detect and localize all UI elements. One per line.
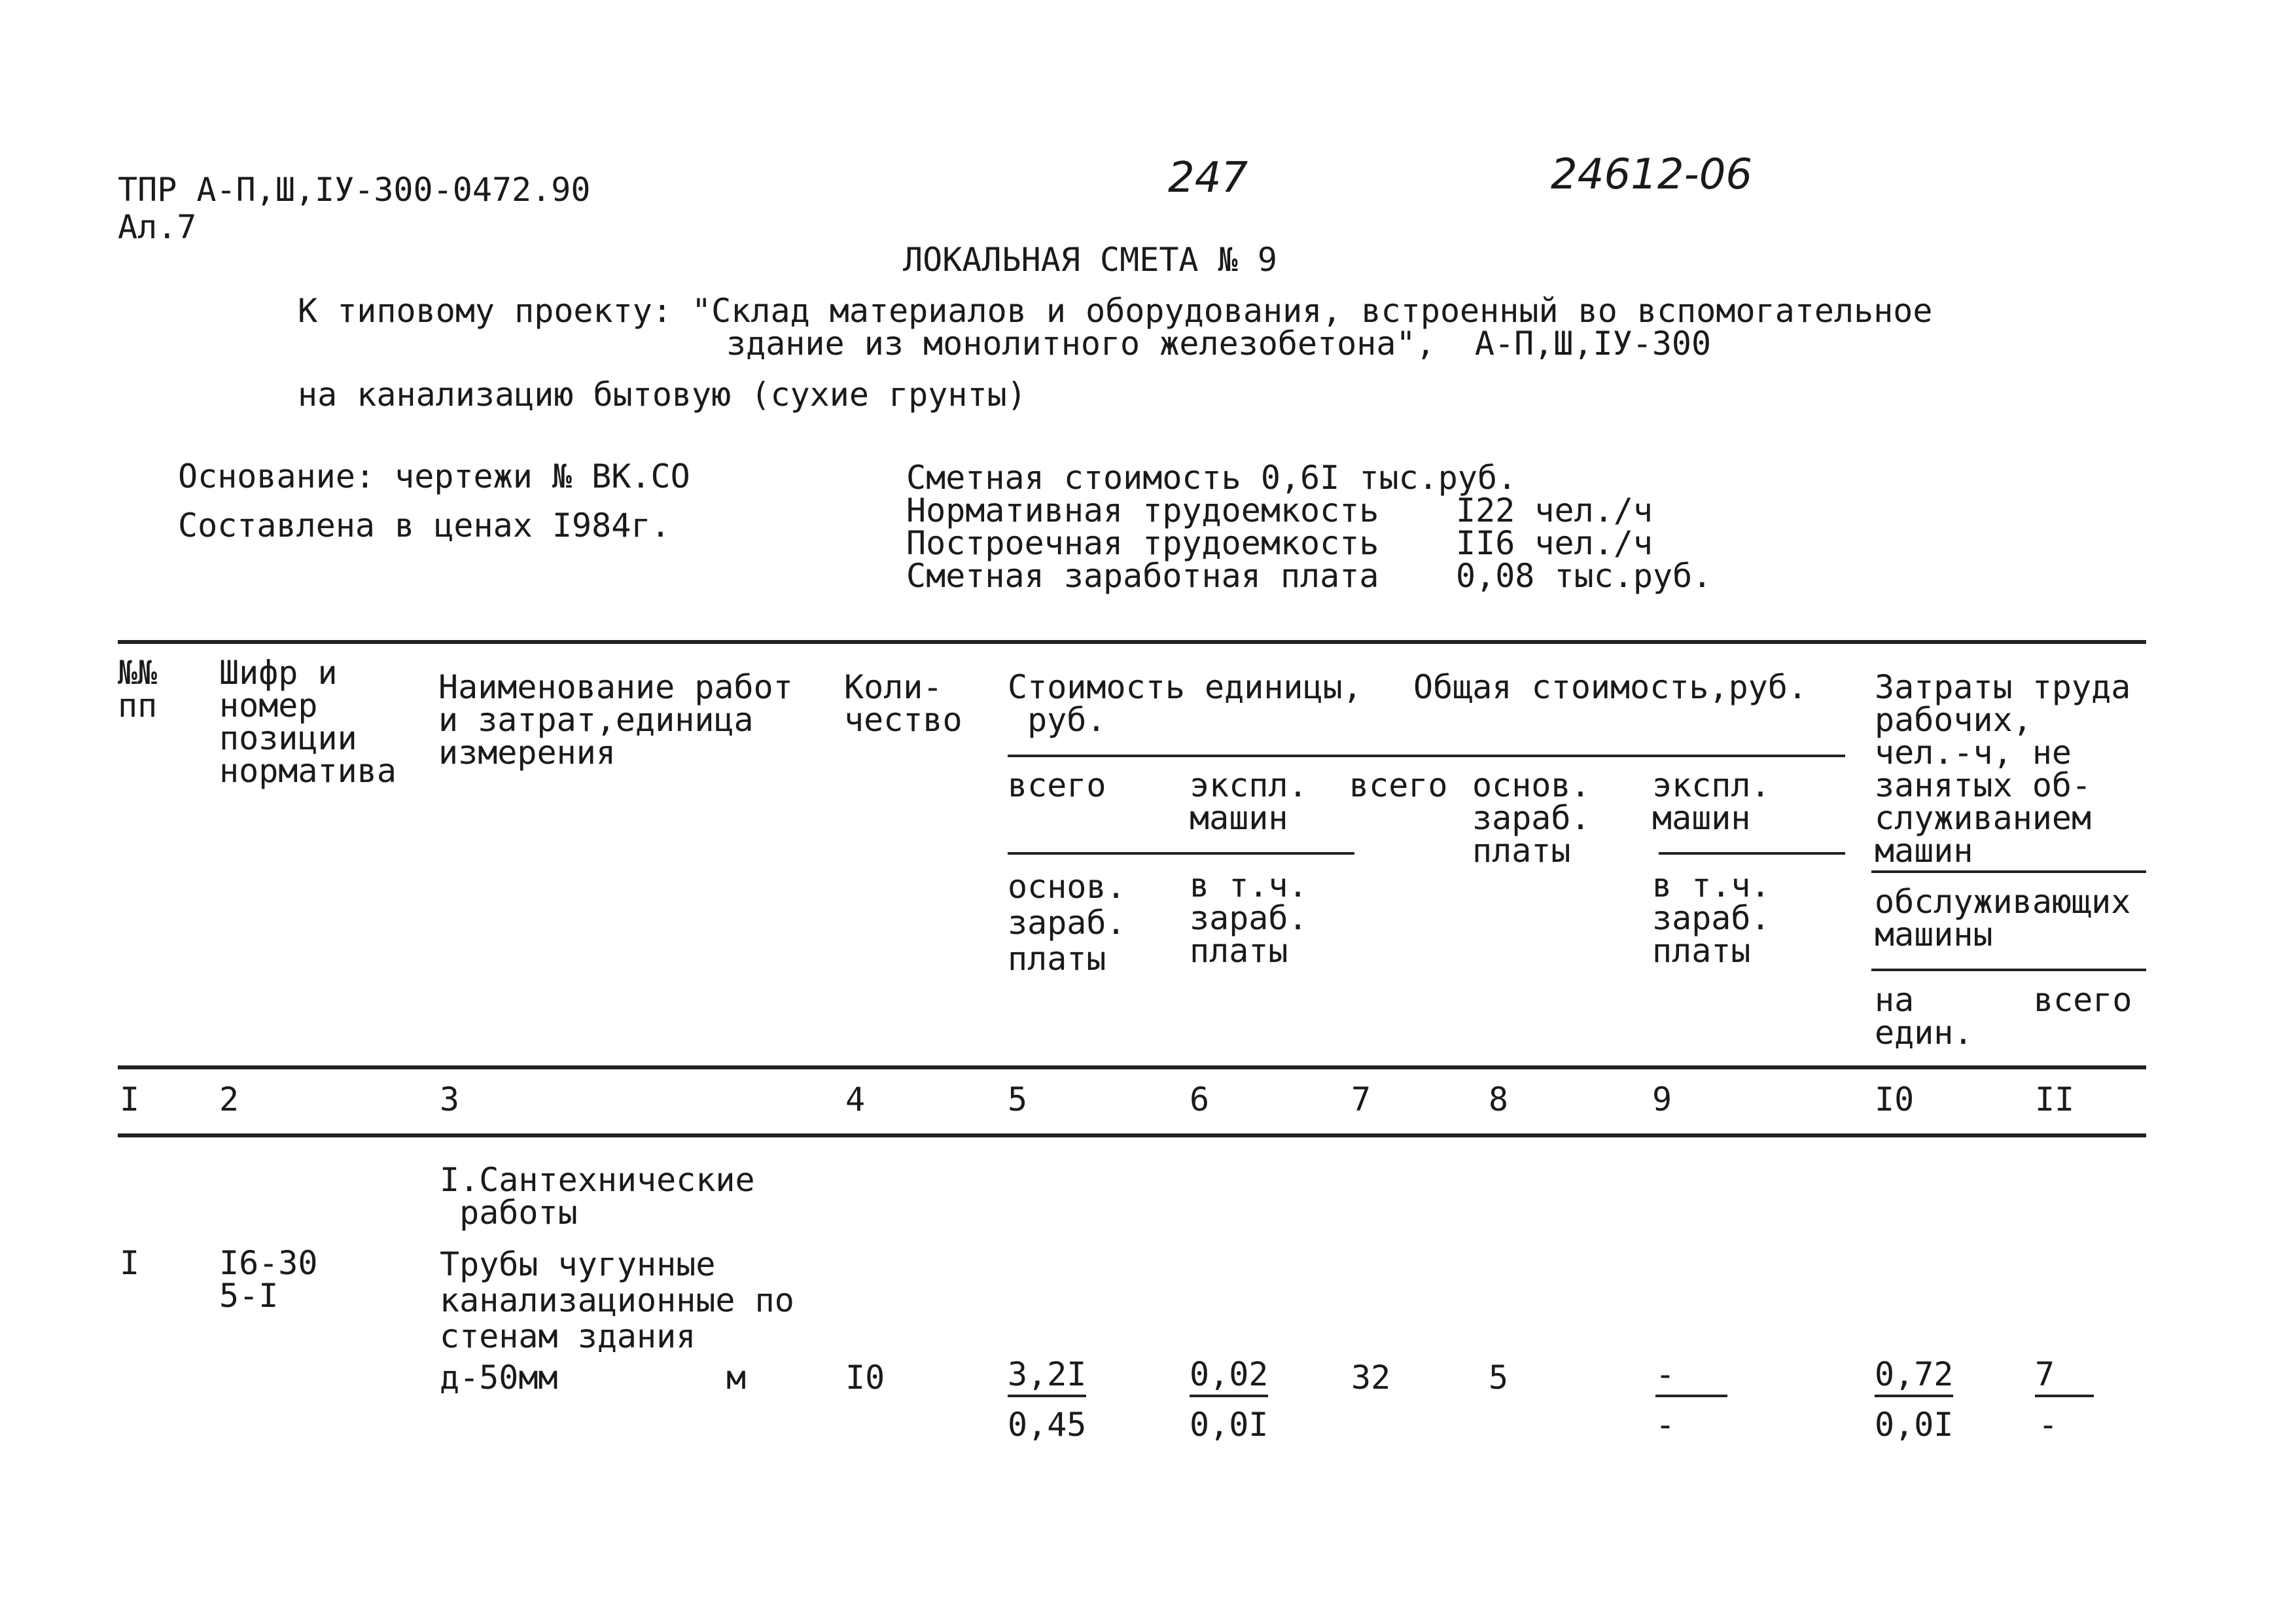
labor-serv-rule xyxy=(1871,870,2146,873)
row-tot-all: 32 xyxy=(1351,1359,1391,1397)
sub-header-labor-unit: на един. xyxy=(1875,981,1973,1052)
sub-header-labor-total: всего xyxy=(2034,981,2132,1019)
sub-header-tot-all: всего xyxy=(1349,766,1448,804)
row-qty: I0 xyxy=(845,1359,885,1397)
sub-header-unit-mach: экспл. машин xyxy=(1190,766,1308,837)
row-name-size: д-50мм xyxy=(440,1359,558,1397)
mach-cost-sub-rule xyxy=(1659,852,1845,855)
col-number-3: 3 xyxy=(440,1080,460,1118)
labor-norm-label: Нормативная трудоемкость xyxy=(906,491,1379,529)
row-unit-mach-wage: 0,0I xyxy=(1190,1406,1269,1444)
row-code: I6-30 5-I xyxy=(219,1244,318,1315)
row-name: Трубы чугунные канализационные по стенам здания xyxy=(440,1245,794,1355)
row-unit-mach: 0,02 xyxy=(1190,1358,1268,1397)
col-number-2: 2 xyxy=(219,1080,239,1118)
col-number-5: 5 xyxy=(1008,1080,1028,1118)
unit-cost-header-rule xyxy=(1008,755,1845,757)
col-number-11: II xyxy=(2035,1080,2075,1118)
row-num: I xyxy=(120,1244,140,1282)
estimate-cost: Сметная стоимость 0,6I тыс.руб. xyxy=(906,459,1517,497)
prices-text: Составлена в ценах I984г. xyxy=(178,507,671,544)
header-bottom-rule xyxy=(118,1065,2146,1069)
row-tot-mach: - xyxy=(1655,1358,1727,1397)
row-unit-all: 3,2I xyxy=(1008,1358,1086,1397)
sub-header-tot-mach: экспл. машин xyxy=(1652,766,1771,837)
col-header-total-cost: Общая стоимость,руб. xyxy=(1413,668,1808,706)
estimate-subject: на канализацию бытовую (сухие грунты) xyxy=(298,376,1027,414)
row-labor-unit: 0,72 xyxy=(1875,1358,1953,1397)
wage-label: Сметная заработная плата xyxy=(906,557,1379,595)
col-header-unit-cost: Стоимость единицы, руб. xyxy=(1008,668,1362,739)
col-number-4: 4 xyxy=(845,1080,866,1118)
row-tot-wage: 5 xyxy=(1489,1359,1509,1397)
labor-norm-value: I22 чел./ч xyxy=(1456,491,1653,529)
sub-header-unit-wage: основ. зараб. платы xyxy=(1008,868,1126,978)
row-tot-mach-wage: - xyxy=(1655,1406,1676,1444)
row-unit-wage: 0,45 xyxy=(1008,1406,1087,1444)
col-header-labor: Затраты труда рабочих, чел.-ч, не занятых об- служиванием машин xyxy=(1875,668,2131,870)
section-title: I.Сантехнические работы xyxy=(440,1161,755,1232)
labor-unit-rule xyxy=(1871,969,2146,971)
row-unit: м xyxy=(726,1359,747,1397)
project-line-2: здание из монолитного железобетона", А-П,Ш,IУ-300 xyxy=(726,325,1712,363)
table-top-rule xyxy=(118,640,2146,644)
col-number-9: 9 xyxy=(1652,1080,1672,1118)
wage-value: 0,08 тыс.руб. xyxy=(1456,557,1712,595)
document-number: 24612-06 xyxy=(1551,151,1753,199)
sub-header-tot-mach-wage: в т.ч. зараб. платы xyxy=(1652,866,1771,970)
unit-cost-sub-rule xyxy=(1008,852,1354,855)
labor-site-value: II6 чел./ч xyxy=(1456,524,1653,562)
col-header-code: Шифр и номер позиции норматива xyxy=(219,654,397,790)
document-title: ЛОКАЛЬНАЯ СМЕТА № 9 xyxy=(903,241,1277,279)
row-labor-unit-serv: 0,0I xyxy=(1875,1406,1954,1444)
sub-header-unit-mach-wage: в т.ч. зараб. платы xyxy=(1190,866,1308,970)
col-number-10: I0 xyxy=(1875,1080,1915,1118)
col-header-num: №№ пп xyxy=(118,654,158,724)
project-code: ТПР А-П,Ш,IУ-300-0472.90 xyxy=(118,171,591,209)
basis-text: Основание: чертежи № ВК.СО xyxy=(178,457,690,495)
sub-header-labor-serv: обслуживающих машины xyxy=(1875,883,2131,954)
project-line-1: К типовому проекту: "Склад материалов и оборудования, встроенный во вспомогательное xyxy=(298,292,1933,330)
col-header-qty: Коли- чество xyxy=(844,668,963,739)
row-labor-total-serv: - xyxy=(2038,1406,2058,1444)
col-number-7: 7 xyxy=(1351,1080,1371,1118)
album-label: Ал.7 xyxy=(118,208,197,246)
sub-header-tot-wage: основ. зараб. платы xyxy=(1472,766,1591,870)
column-numbers-rule xyxy=(118,1133,2146,1137)
col-number-8: 8 xyxy=(1489,1080,1509,1118)
page-number: 247 xyxy=(1168,154,1248,202)
sub-header-unit-all: всего xyxy=(1008,766,1106,804)
labor-site-label: Построечная трудоемкость xyxy=(906,524,1379,562)
row-labor-total: 7 xyxy=(2035,1358,2094,1397)
col-number-6: 6 xyxy=(1190,1080,1210,1118)
col-number-1: I xyxy=(120,1080,140,1118)
col-header-name: Наименование работ и затрат,единица измерения xyxy=(438,668,793,772)
